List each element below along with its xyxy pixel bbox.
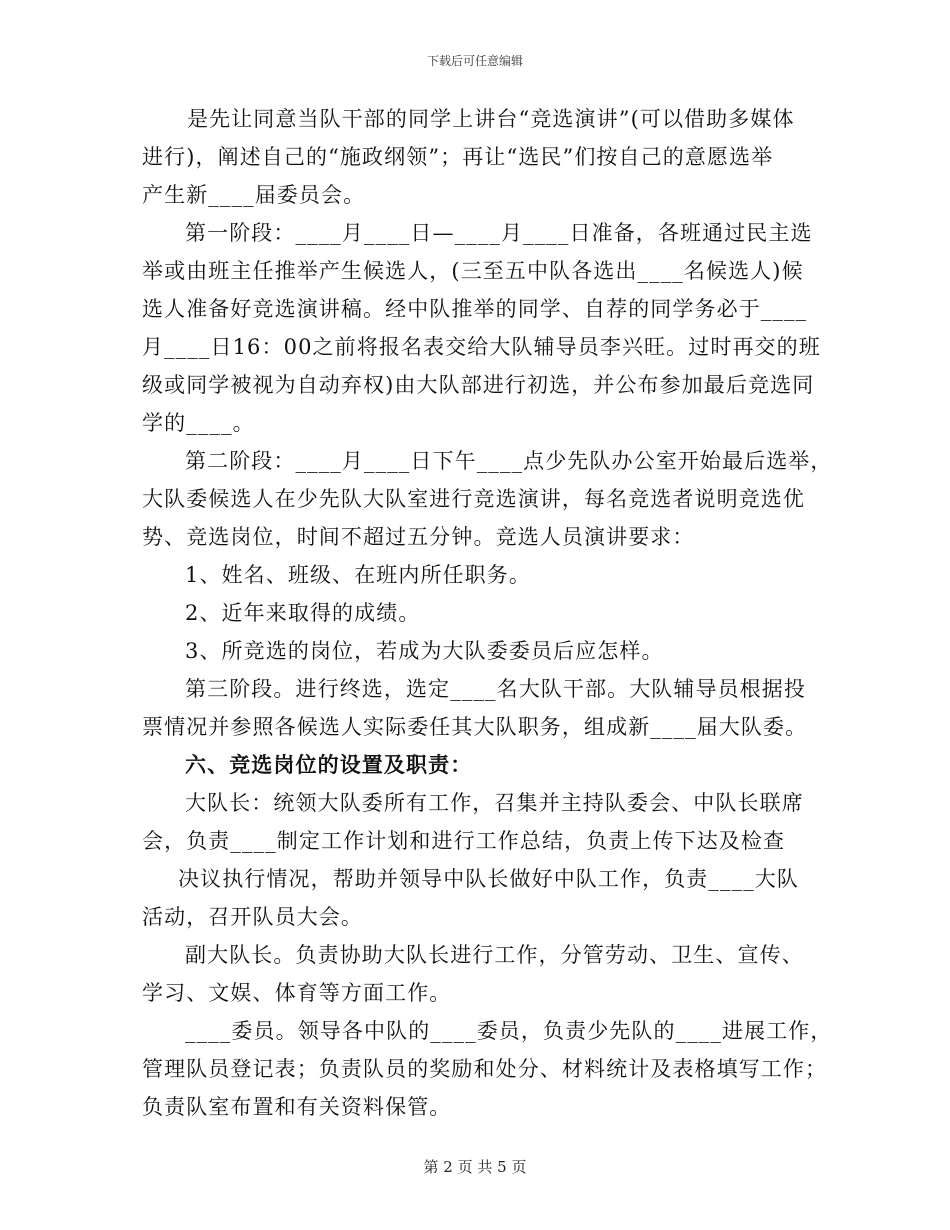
body-line: 决议执行情况，帮助并领导中队长做好中队工作，负责____大队 <box>178 867 799 891</box>
paragraph-committee: ____委员。领导各中队的____委员，负责少先队的____进展工作， <box>185 1019 833 1043</box>
paragraph-stage-1: 第一阶段：____月____日—____月____日准备，各班通过民主选 <box>185 221 813 245</box>
paragraph-captain: 大队长：统领大队委所有工作，召集并主持队委会、中队长联席 <box>185 791 804 815</box>
paragraph-stage-2: 第二阶段：____月____日下午____点少先队办公室开始最后选举， <box>185 449 833 473</box>
list-item: 3、所竞选的岗位，若成为大队委委员后应怎样。 <box>185 639 664 663</box>
body-line: 票情况并参照各候选人实际委任其大队职务，组成新____届大队委。 <box>142 715 808 739</box>
body-line: 学的____。 <box>142 411 255 435</box>
page-header: 下载后可任意编辑 <box>426 54 523 68</box>
body-line: 会，负责____制定工作计划和进行工作总结，负责上传下达及检查 <box>142 829 786 853</box>
body-line: 月____日16：00之前将报名表交给大队辅导员李兴旺。过时再交的班 <box>142 335 821 359</box>
body-line: 负责队室布置和有关资料保管。 <box>142 1095 452 1119</box>
list-item: 1、姓名、班级、在班内所任职务。 <box>185 563 531 587</box>
paragraph-stage-3: 第三阶段。进行终选，选定____名大队干部。大队辅导员根据投 <box>185 677 806 701</box>
paragraph-vice-captain: 副大队长。负责协助大队长进行工作，分管劳动、卫生、宣传、 <box>185 943 804 967</box>
list-item: 2、近年来取得的成绩。 <box>185 601 421 625</box>
body-line: 活动，召开队员大会。 <box>142 905 363 929</box>
body-line: 学习、文娱、体育等方面工作。 <box>142 981 452 1005</box>
document-body <box>142 104 833 1130</box>
body-line: 势、竞选岗位，时间不超过五分钟。竞选人员演讲要求： <box>142 525 695 549</box>
body-line: 级或同学被视为自动弃权)由大队部进行初选，并公布参加最后竞选同 <box>142 373 815 397</box>
body-line: 是先让同意当队干部的同学上讲台“竞选演讲”(可以借助多媒体 <box>187 107 795 131</box>
body-line: 进行)，阐述自己的“施政纲领”；再让“选民”们按自己的意愿选举 <box>142 145 774 169</box>
body-line: 管理队员登记表；负责队员的奖励和处分、材料统计及表格填写工作； <box>142 1057 828 1081</box>
body-line: 选人准备好竞选演讲稿。经中队推举的同学、自荐的同学务必于____ <box>142 297 808 321</box>
body-line: 举或由班主任推举产生候选人，(三至五中队各选出____名候选人)候 <box>142 259 804 283</box>
body-line: 大队委候选人在少先队大队室进行竞选演讲，每名竞选者说明竞选优 <box>142 487 805 511</box>
body-line: 产生新____届委员会。 <box>142 183 366 207</box>
page-footer: 第 2 页 共 5 页 <box>423 1158 527 1176</box>
section-heading: 六、竞选岗位的设置及职责： <box>185 752 473 777</box>
